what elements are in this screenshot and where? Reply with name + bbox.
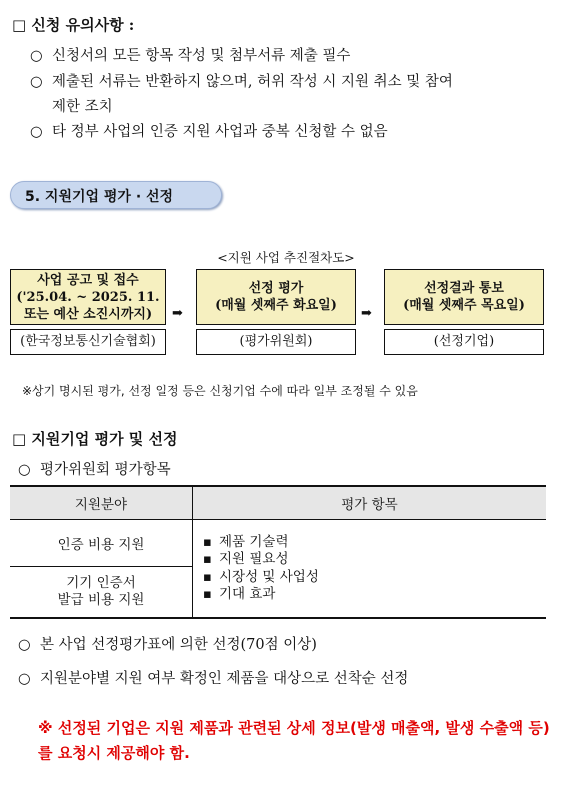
- bullet-icon: ○: [18, 462, 31, 478]
- process-step-3-owner: (선정기업): [384, 329, 544, 355]
- process-step-2: 선정 평가 (매월 셋째주 화요일): [196, 269, 356, 325]
- list-item: ▪ 제품 기술력: [203, 534, 545, 552]
- section-5-heading: 5. 지원기업 평가 · 선정: [10, 181, 222, 209]
- table-header-field: 지원분야: [10, 486, 193, 520]
- bullet-icon: ○: [18, 637, 31, 653]
- bullet-icon: ○: [30, 48, 43, 64]
- list-item: ▪ 시장성 및 사업성: [203, 569, 545, 587]
- notice-item-2-cont: 제한 조치: [52, 99, 113, 115]
- table-header-criteria: 평가 항목: [193, 486, 547, 520]
- list-item: ▪ 지원 필요성: [203, 551, 545, 569]
- warning-mark: ※: [38, 719, 53, 737]
- evaluation-subtitle: ○ 평가위원회 평가항목: [18, 462, 171, 478]
- evaluation-table: [10, 485, 546, 619]
- process-step-1: 사업 공고 및 접수 ('25.04. ~ 2025. 11. 또는 예산 소진시까지): [10, 269, 166, 325]
- bullet-icon: ○: [18, 671, 31, 687]
- process-note: ※상기 명시된 평가, 선정 일정 등은 신청기업 수에 따라 일부 조정될 수 있음: [22, 384, 418, 398]
- arrow-right-icon: ➡: [361, 306, 372, 321]
- bullet-icon: ○: [30, 74, 43, 90]
- table-cell-criteria: [193, 520, 547, 619]
- arrow-right-icon: ➡: [172, 306, 183, 321]
- table-header-row: [10, 486, 546, 520]
- notice-item-2: ○ 제출된 서류는 반환하지 않으며, 허위 작성 시 지원 취소 및 참여: [30, 74, 453, 90]
- notice-item-3: ○ 타 정부 사업의 인증 지원 사업과 중복 신청할 수 없음: [30, 124, 388, 140]
- table-cell-field: 인증 비용 지원: [10, 520, 193, 567]
- warning-notice: ※ 선정된 기업은 지원 제품과 관련된 상세 정보(발생 매출액, 발생 수출액 등)를 요청시 제공해야 함.: [38, 719, 550, 762]
- evaluation-title: □ 지원기업 평가 및 선정: [12, 430, 178, 448]
- process-step-2-owner: (평가위원회): [196, 329, 356, 355]
- criteria-list: [203, 534, 545, 604]
- process-step-3: 선정결과 통보 (매월 셋째주 목요일): [384, 269, 544, 325]
- notice-title: □ 신청 유의사항 :: [12, 16, 135, 34]
- notice-item-1: ○ 신청서의 모든 항목 작성 및 첨부서류 제출 필수: [30, 48, 351, 64]
- process-title: <지원 사업 추진절차도>: [217, 250, 355, 265]
- evaluation-item-1: ○ 본 사업 선정평가표에 의한 선정(70점 이상): [18, 637, 317, 653]
- process-step-1-owner: (한국정보통신기술협회): [10, 329, 166, 355]
- table-cell-field: 기기 인증서 발급 비용 지원: [10, 567, 193, 619]
- list-item: ▪ 기대 효과: [203, 586, 545, 604]
- table-row: [10, 520, 546, 567]
- evaluation-item-2: ○ 지원분야별 지원 여부 확정인 제품을 대상으로 선착순 선정: [18, 671, 409, 687]
- bullet-icon: ○: [30, 124, 43, 140]
